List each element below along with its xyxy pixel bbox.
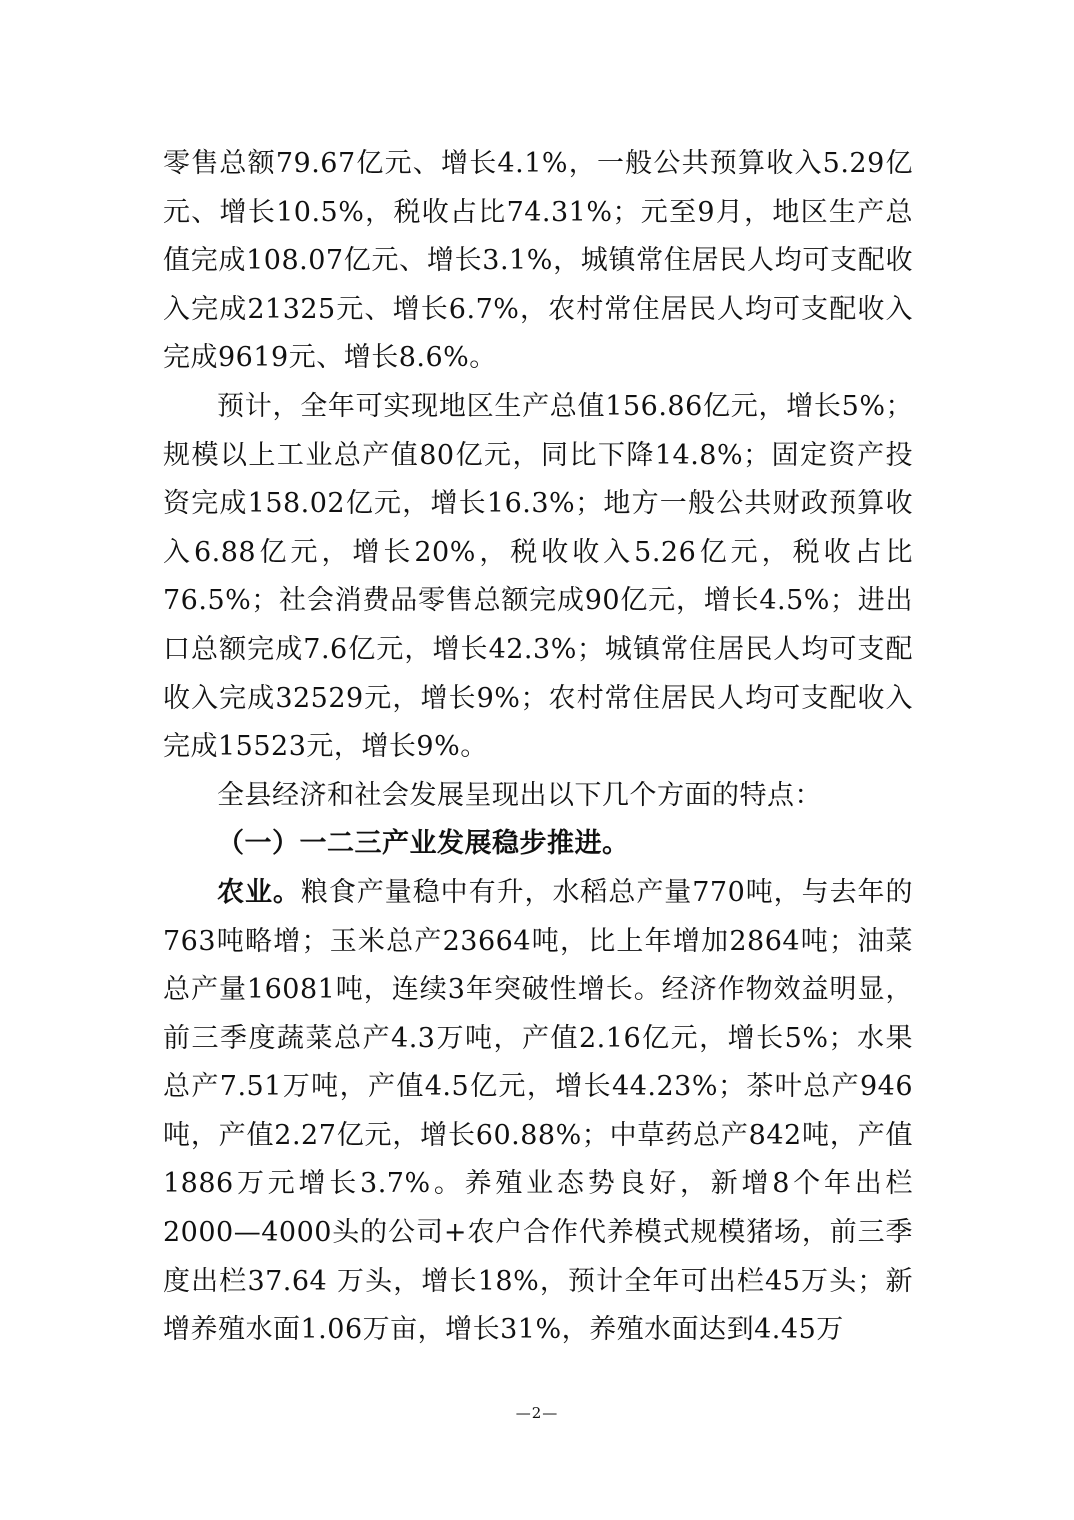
- document-body: [163, 140, 913, 1355]
- section-heading-industries: （一）一二三产业发展稳步推进。: [217, 828, 630, 860]
- paragraph-characteristics-intro: 全县经济和社会发展呈现出以下几个方面的特点：: [217, 779, 822, 811]
- paragraph-annual-forecast: 预计，全年可实现地区生产总值156.86亿元，增长5%；规模以上工业总产值80亿元，同比下降14.8%；固定资产投资完成158.02亿元，增长16.3%；地方一般公共财政预算收入6.88亿元，增长20%，税收收入5.26亿元，税收占比76.5%；社会消费品零售总额完成90亿元，增长4.5%；进出口总额完成7.6亿元，增长42.3%；城镇常住居民人均可支配收入完成32529元，增长9%；农村常住居民人均可支配收入完成15523元，增长9%。: [163, 390, 913, 763]
- page-number: —2—: [515, 1404, 559, 1422]
- paragraph-agriculture: [163, 869, 913, 1355]
- paragraph-retail-budget: 零售总额79.67亿元、增长4.1%，一般公共预算收入5.29亿元、增长10.5%，税收占比74.31%；元至9月，地区生产总值完成108.07亿元、增长3.1%，城镇常住居民人均可支配收入完成21325元、增长6.7%，农村常住居民人均可支配收入完成9619元、增长8.6%。: [163, 148, 913, 374]
- paragraph-lead-agriculture: 农业。: [217, 876, 301, 908]
- paragraph-agriculture-text: 粮食产量稳中有升，水稻总产量770吨，与去年的763吨略增；玉米总产23664吨，比上年增加2864吨；油菜总产量16081吨，连续3年突破性增长。经济作物效益明显，前三季度蔬菜总产4.3万吨，产值2.16亿元，增长5%；水果总产7.51万吨，产值4.5亿元，增长44.23%；茶叶总产946吨，产值2.27亿元，增长60.88%；中草药总产842吨，产值1886万元增长3.7%。养殖业态势良好，新增8个年出栏2000—4000头的公司+农户合作代养模式规模猪场，前三季度出栏37.64 万头，增长18%，预计全年可出栏45万头；新增养殖水面1.06万亩，增长31%，养殖水面达到4.45万: [163, 876, 913, 1346]
